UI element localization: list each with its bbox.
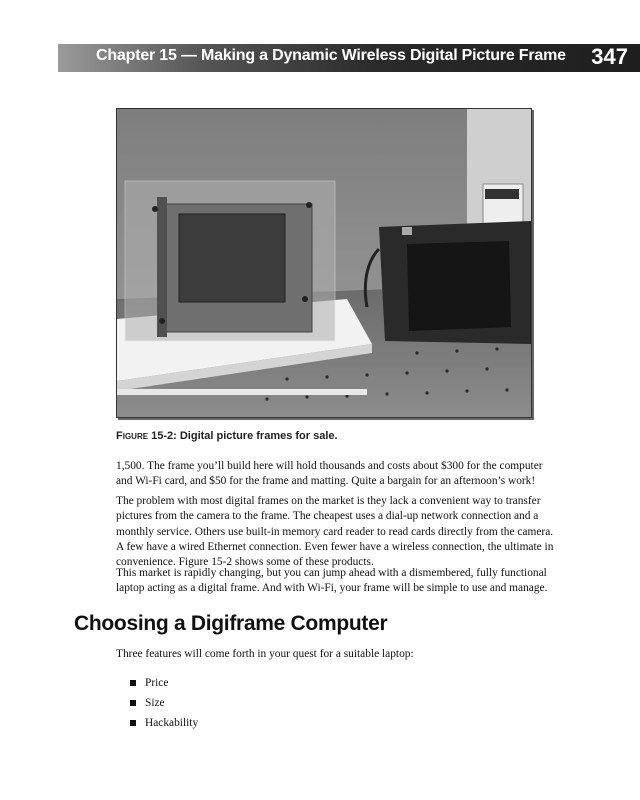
square-bullet-icon	[130, 700, 136, 706]
list-item-label: Price	[145, 677, 169, 689]
paragraph: This market is rapidly changing, but you can jump ahead with a dismembered, fully functional laptop acting as a digital frame. And with Wi-Fi, your frame will be simple to use and manage.	[116, 567, 548, 595]
list-item-label: Hackability	[145, 717, 199, 729]
paragraph: 1,500. The frame you’ll build here will hold thousands and costs about $300 for the computer and Wi-Fi card, and $50 for the frame and matting. Quite a bargain for an afternoon’s work!	[116, 460, 543, 488]
section-intro: Three features will come forth in your quest for a suitable laptop:	[116, 648, 414, 660]
square-bullet-icon	[130, 680, 136, 686]
figure-label: Figure 15-2:	[116, 430, 177, 442]
paragraph: The problem with most digital frames on the market is they lack a convenient way to transfer pictures from the camera to the frame. The cheapest uses a dial-up network connection and a monthly service. Others use built-in memory card reader to read cards directly from the camera. A few have a wired Ethernet connection. Even fewer have a wireless connection, the ultimate in convenience. Figure 15-2 shows some of these products.	[116, 495, 554, 569]
list-item	[130, 673, 198, 693]
bullet-list	[130, 673, 198, 733]
running-header	[58, 44, 640, 72]
figure-caption-text: Digital picture frames for sale.	[179, 430, 338, 442]
list-item	[130, 693, 198, 713]
chapter-title: Chapter 15 — Making a Dynamic Wireless Digital Picture Frame	[96, 47, 566, 64]
section-heading: Choosing a Digiframe Computer	[74, 612, 388, 635]
square-bullet-icon	[130, 720, 136, 726]
figure-photo	[116, 108, 532, 418]
list-item	[130, 713, 198, 733]
page-number: 347	[591, 44, 628, 69]
list-item-label: Size	[145, 697, 165, 709]
figure-caption	[116, 430, 338, 442]
